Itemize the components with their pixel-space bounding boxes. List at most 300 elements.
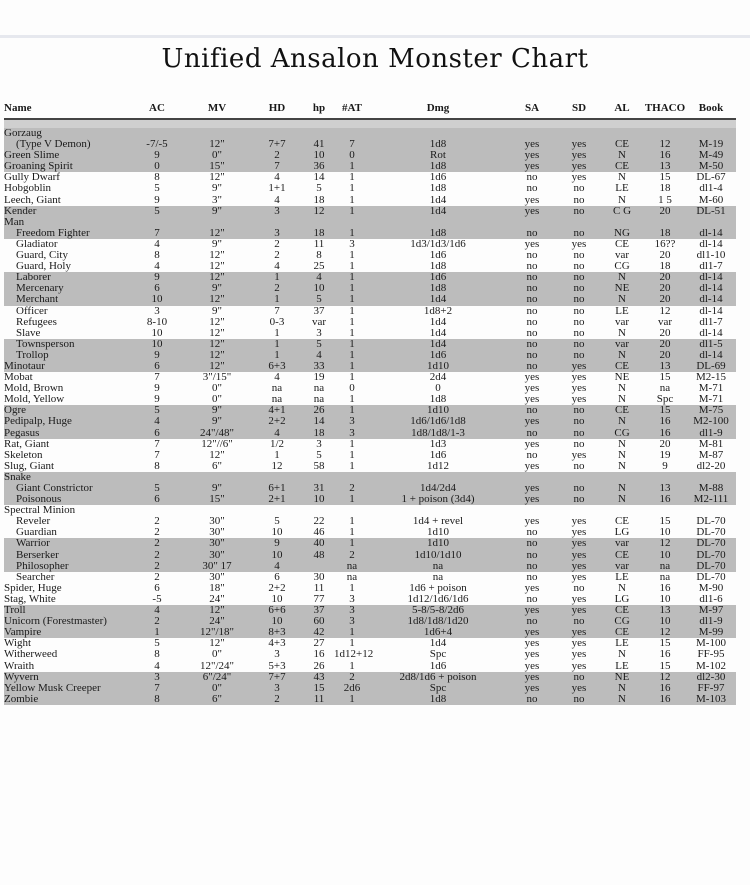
cell-mv: 12" — [209, 637, 225, 650]
cell-hd: 3 — [274, 648, 280, 661]
cell-dmg: 1d8 — [429, 182, 447, 195]
monster-name: Philosopher — [4, 561, 130, 572]
column-header-hp: hp — [304, 101, 334, 119]
cell-sa: yes — [524, 393, 540, 406]
cell-at: 1 — [349, 459, 355, 472]
cell-hp: 16 — [313, 648, 325, 661]
column-header-sa: SA — [506, 101, 558, 119]
cell-hp: 42 — [304, 627, 334, 638]
cell-mv: 9" — [212, 304, 222, 317]
cell-hd: 1/2 — [269, 437, 285, 450]
cell-sd: yes — [558, 139, 600, 150]
monster-name: Laborer — [4, 272, 130, 283]
cell-hd: 4 — [274, 193, 280, 206]
cell-book: DL-67 — [696, 171, 726, 184]
cell-ac: 7 — [130, 683, 184, 694]
cell-sd: no — [558, 228, 600, 239]
cell-al: N — [600, 694, 644, 705]
cell-thaco: 15 — [659, 515, 671, 528]
cell-dmg: 1d8 — [370, 228, 506, 239]
cell-hp: 26 — [313, 659, 325, 672]
cell-hd: 8+3 — [250, 627, 304, 638]
cell-sa: yes — [506, 672, 558, 683]
table-row — [4, 461, 736, 472]
cell-thaco: var — [657, 315, 673, 328]
cell-hd: 1 — [250, 294, 304, 305]
cell-sa: yes — [506, 150, 558, 161]
cell-mv: 18" — [209, 581, 225, 594]
table-row — [4, 483, 736, 494]
top-divider — [0, 35, 750, 38]
cell-sa: no — [526, 260, 538, 273]
cell-sd: no — [573, 260, 585, 273]
cell-thaco: 20 — [644, 272, 686, 283]
cell-book: M-90 — [698, 581, 724, 594]
cell-dmg: Spc — [429, 648, 447, 661]
cell-sd: yes — [571, 637, 587, 650]
cell-sa: yes — [506, 483, 558, 494]
cell-ac: 7 — [130, 228, 184, 239]
cell-ac: 1 — [130, 627, 184, 638]
cell-hd: 9 — [250, 538, 304, 549]
cell-sa: yes — [506, 494, 558, 505]
cell-sd: no — [558, 416, 600, 427]
cell-sd: no — [558, 272, 600, 283]
cell-ac: 10 — [130, 294, 184, 305]
monster-name: Guard, City — [16, 249, 68, 262]
cell-sa: no — [506, 350, 558, 361]
cell-sa: no — [506, 228, 558, 239]
monster-name: Kender — [4, 206, 130, 217]
cell-sd: yes — [571, 648, 587, 661]
cell-ac: 4 — [130, 605, 184, 616]
cell-al: LE — [615, 570, 629, 583]
cell-book: DL-70 — [686, 561, 736, 572]
cell-sa: yes — [524, 382, 540, 395]
cell-hd: 10 — [250, 616, 304, 627]
cell-hp: 25 — [313, 260, 325, 273]
cell-mv: 12" — [184, 139, 250, 150]
cell-at: 1 — [334, 339, 370, 350]
column-header-name: Name — [4, 101, 130, 119]
cell-al: N — [600, 294, 644, 305]
monster-name: Searcher — [16, 570, 55, 583]
cell-hd: 1 — [274, 448, 280, 461]
cell-hp: 27 — [313, 637, 325, 650]
cell-sd: no — [573, 315, 585, 328]
cell-at: 1 — [334, 228, 370, 239]
table-row — [4, 383, 736, 394]
cell-hp: 12 — [304, 206, 334, 217]
cell-al: LG — [614, 526, 630, 539]
monster-name: Leech, Giant — [4, 193, 61, 206]
cell-at: 1 — [349, 637, 355, 650]
cell-dmg: 1d10 — [370, 538, 506, 549]
cell-sa: no — [506, 283, 558, 294]
cell-sd: no — [558, 206, 600, 217]
cell-sd: yes — [558, 538, 600, 549]
cell-al: CE — [600, 361, 644, 372]
cell-hd: 4 — [250, 561, 304, 572]
cell-hd: 1 — [250, 350, 304, 361]
cell-mv: 9" — [184, 283, 250, 294]
monster-name: Mercenary — [4, 283, 130, 294]
cell-book: dl1-10 — [696, 249, 726, 262]
cell-dmg: 1d6 — [429, 448, 447, 461]
cell-thaco: 20 — [644, 339, 686, 350]
cell-book: DL-70 — [686, 538, 736, 549]
cell-sa: yes — [506, 139, 558, 150]
cell-hp: 4 — [304, 272, 334, 283]
monster-name: Slave — [16, 326, 41, 339]
cell-dmg: 1d4 — [429, 193, 447, 206]
cell-mv: 30" — [184, 538, 250, 549]
monster-name: Spectral Minion — [4, 504, 76, 517]
cell-sa: no — [526, 315, 538, 328]
cell-hp: var — [311, 315, 327, 328]
cell-hd: 2 — [250, 150, 304, 161]
cell-hp: 37 — [313, 304, 325, 317]
column-header-sd: SD — [558, 101, 600, 119]
cell-ac: 3 — [130, 672, 184, 683]
monster-name: Green Slime — [4, 150, 130, 161]
cell-dmg: 1d12 — [427, 459, 449, 472]
cell-at: 1 — [334, 206, 370, 217]
table-row — [4, 550, 736, 561]
monster-name: Freedom Fighter — [4, 228, 130, 239]
cell-ac: 10 — [130, 339, 184, 350]
cell-hd: 5+3 — [268, 659, 286, 672]
cell-sa: no — [526, 304, 538, 317]
cell-book: dl1-7 — [699, 260, 723, 273]
cell-book: dl-14 — [686, 228, 736, 239]
cell-sd: yes — [558, 683, 600, 694]
table-row — [4, 428, 736, 439]
cell-sa: yes — [524, 648, 540, 661]
cell-ac: 5 — [130, 206, 184, 217]
monster-name: Witherweed — [4, 648, 58, 661]
table-row — [4, 206, 736, 217]
cell-al: C G — [600, 206, 644, 217]
cell-hp: 11 — [313, 237, 325, 250]
monster-name: Gully Dwarf — [4, 171, 60, 184]
cell-sd: no — [573, 193, 585, 206]
cell-mv: 30" — [209, 570, 225, 583]
cell-sa: no — [526, 249, 538, 262]
cell-sd: no — [558, 350, 600, 361]
cell-al: LG — [614, 592, 630, 605]
cell-thaco: 16?? — [654, 237, 676, 250]
table-row — [4, 161, 736, 172]
cell-al: N — [618, 193, 626, 206]
cell-hd: 3 — [250, 683, 304, 694]
cell-book: DL-69 — [686, 361, 736, 372]
cell-al: N — [600, 494, 644, 505]
cell-dmg: 1d8 — [370, 283, 506, 294]
cell-sd: yes — [558, 150, 600, 161]
cell-sa: no — [526, 171, 538, 184]
cell-ac: 8 — [130, 694, 184, 705]
cell-mv: 12" — [209, 171, 225, 184]
cell-at: 1 — [334, 627, 370, 638]
cell-hd: 2 — [274, 237, 280, 250]
cell-sd: yes — [571, 526, 587, 539]
cell-at: 1 — [349, 171, 355, 184]
cell-hp: 31 — [304, 483, 334, 494]
cell-hp: 30 — [313, 570, 325, 583]
cell-hd: 2+2 — [268, 581, 286, 594]
cell-dmg: 1d8+2 — [423, 304, 453, 317]
cell-book: M-103 — [686, 694, 736, 705]
cell-sa: no — [506, 339, 558, 350]
cell-ac: 5 — [130, 483, 184, 494]
cell-al: N — [600, 483, 644, 494]
cell-book: M-60 — [698, 193, 724, 206]
column-header-mv: MV — [184, 101, 250, 119]
cell-book: DL-51 — [686, 206, 736, 217]
cell-mv: 12"/24" — [199, 659, 235, 672]
cell-mv: 30" — [184, 550, 250, 561]
cell-hd: 4 — [274, 171, 280, 184]
cell-book: M2-100 — [686, 416, 736, 427]
cell-hp: 5 — [316, 448, 322, 461]
cell-at: 2d6 — [334, 683, 370, 694]
cell-ac: 2 — [130, 538, 184, 549]
cell-thaco: 16 — [644, 694, 686, 705]
table-row — [4, 661, 736, 672]
cell-thaco: 13 — [644, 361, 686, 372]
cell-al: var — [614, 315, 630, 328]
cell-ac: -7/-5 — [130, 139, 184, 150]
cell-al: NG — [600, 228, 644, 239]
cell-sa: no — [506, 616, 558, 627]
cell-al: N — [618, 648, 626, 661]
cell-at: 1 — [349, 659, 355, 672]
cell-mv: 3" — [212, 193, 222, 206]
table-row — [4, 494, 736, 505]
cell-ac: 8 — [154, 648, 160, 661]
cell-at: 1 — [334, 538, 370, 549]
cell-dmg: 1d8/1d8/1d20 — [370, 616, 506, 627]
cell-thaco: 20 — [644, 283, 686, 294]
cell-thaco: 20 — [644, 294, 686, 305]
cell-thaco: 20 — [644, 206, 686, 217]
cell-al: var — [600, 538, 644, 549]
cell-hp: 15 — [304, 683, 334, 694]
cell-sa: no — [506, 272, 558, 283]
cell-ac: 8 — [154, 459, 160, 472]
cell-al: N — [618, 382, 626, 395]
cell-mv: 12" — [184, 272, 250, 283]
cell-book: M-71 — [698, 393, 724, 406]
cell-al: CG — [600, 616, 644, 627]
cell-hp: 18 — [313, 193, 325, 206]
cell-al: CG — [614, 260, 630, 273]
table-row — [4, 283, 736, 294]
cell-al: CE — [600, 627, 644, 638]
cell-sd: no — [573, 249, 585, 262]
spacer-row — [4, 119, 736, 128]
cell-dmg: 1d6 — [429, 659, 447, 672]
cell-dmg: 1d3 — [429, 437, 447, 450]
cell-al: N — [618, 448, 626, 461]
cell-hd: 10 — [271, 526, 283, 539]
cell-ac: 8 — [154, 249, 160, 262]
cell-mv: 9" — [212, 182, 222, 195]
table-body — [4, 119, 736, 705]
cell-at: 1 — [349, 515, 355, 528]
cell-dmg: 1d4 — [429, 326, 447, 339]
cell-thaco: 12 — [644, 672, 686, 683]
cell-dmg: na — [432, 570, 444, 583]
cell-mv: 12" — [209, 315, 225, 328]
cell-sa: yes — [524, 637, 540, 650]
monster-table — [4, 101, 736, 705]
cell-book: DL-70 — [696, 526, 726, 539]
cell-al: N — [618, 171, 626, 184]
cell-thaco: 18 — [659, 260, 671, 273]
cell-thaco: 12 — [644, 627, 686, 638]
cell-thaco: 15 — [644, 405, 686, 416]
cell-dmg: 1d8 — [370, 694, 506, 705]
monster-name: Pedipalp, Huge — [4, 416, 130, 427]
cell-book: DL-70 — [696, 515, 726, 528]
cell-sd: yes — [571, 515, 587, 528]
cell-ac: 2 — [154, 526, 160, 539]
cell-al: N — [618, 326, 626, 339]
cell-dmg: 1d6 — [370, 272, 506, 283]
cell-hp: 33 — [304, 361, 334, 372]
cell-hd: 3 — [250, 228, 304, 239]
cell-al: NE — [614, 371, 630, 384]
cell-book: M-50 — [686, 161, 736, 172]
cell-at: 1 — [349, 182, 355, 195]
cell-sa: yes — [506, 683, 558, 694]
cell-sa: no — [506, 405, 558, 416]
cell-hp: 40 — [304, 538, 334, 549]
column-header-book: Book — [686, 101, 736, 119]
cell-book: dl1-5 — [686, 339, 736, 350]
monster-name: Snake — [4, 472, 130, 483]
cell-hd: 12 — [271, 459, 283, 472]
monster-name: Berserker — [4, 550, 130, 561]
cell-thaco: 16 — [659, 581, 671, 594]
cell-al: N — [600, 350, 644, 361]
cell-book: FF-97 — [686, 683, 736, 694]
cell-book: M-71 — [698, 382, 724, 395]
cell-hd: 4 — [250, 428, 304, 439]
cell-hp: 10 — [304, 494, 334, 505]
cell-al: N — [618, 459, 626, 472]
table-row — [4, 694, 736, 705]
table-row — [4, 683, 736, 694]
cell-book: M-87 — [698, 448, 724, 461]
cell-mv: 30" — [209, 526, 225, 539]
cell-sa: yes — [524, 371, 540, 384]
cell-sa: yes — [524, 515, 540, 528]
cell-ac: 9 — [130, 350, 184, 361]
table-row — [4, 317, 736, 328]
cell-at: 1 — [334, 494, 370, 505]
cell-mv: 0" — [184, 683, 250, 694]
cell-hp: 10 — [304, 283, 334, 294]
cell-thaco: 13 — [644, 605, 686, 616]
table-row — [4, 538, 736, 549]
cell-hp: 26 — [304, 405, 334, 416]
cell-dmg: 1d6 — [429, 249, 447, 262]
monster-name: Skeleton — [4, 448, 43, 461]
cell-thaco: 19 — [659, 448, 671, 461]
cell-al: N — [600, 683, 644, 694]
cell-hd: 2 — [274, 249, 280, 262]
cell-mv: 0" — [212, 393, 222, 406]
cell-mv: 12" — [184, 339, 250, 350]
cell-sd: no — [573, 182, 585, 195]
cell-sa: yes — [524, 193, 540, 206]
cell-dmg: 1d8 — [370, 161, 506, 172]
cell-hd: 5 — [274, 515, 280, 528]
cell-at: 1 — [334, 283, 370, 294]
cell-sd: yes — [571, 570, 587, 583]
cell-hd: 7+7 — [250, 139, 304, 150]
monster-name: Warrior — [4, 538, 130, 549]
cell-hd: 2 — [250, 283, 304, 294]
cell-book: DL-70 — [686, 550, 736, 561]
cell-at: 1 — [349, 526, 355, 539]
cell-thaco: 16 — [644, 416, 686, 427]
cell-dmg: 1d12/1d6/1d6 — [407, 592, 469, 605]
cell-mv: 15" — [184, 161, 250, 172]
cell-at: 1 — [334, 405, 370, 416]
cell-hd: 2 — [250, 694, 304, 705]
table-row — [4, 261, 736, 272]
cell-ac: 6 — [130, 283, 184, 294]
table-row — [4, 649, 736, 660]
cell-sa: no — [506, 428, 558, 439]
cell-ac: 7 — [154, 437, 160, 450]
cell-at: na — [334, 561, 370, 572]
cell-hp: 14 — [304, 416, 334, 427]
cell-al: LE — [615, 637, 629, 650]
cell-book: M-100 — [696, 637, 726, 650]
cell-at: 1 — [334, 350, 370, 361]
cell-hd: 7+7 — [250, 672, 304, 683]
cell-al: N — [618, 581, 626, 594]
table-header — [4, 101, 736, 119]
cell-al: var — [600, 561, 644, 572]
table-row — [4, 294, 736, 305]
cell-book: M-99 — [686, 627, 736, 638]
monster-name: (Type V Demon) — [4, 139, 130, 150]
cell-hd: 6+3 — [250, 361, 304, 372]
monster-name: Gorzaug — [4, 128, 130, 139]
cell-dmg: 1d4 — [370, 294, 506, 305]
cell-ac: -5 — [152, 592, 162, 605]
cell-hp: 43 — [304, 672, 334, 683]
cell-thaco: 9 — [662, 459, 668, 472]
cell-sd: no — [558, 428, 600, 439]
table-row — [4, 183, 736, 194]
cell-book: DL-70 — [696, 570, 726, 583]
cell-al: CE — [600, 139, 644, 150]
cell-book: FF-95 — [697, 648, 725, 661]
cell-at: 3 — [334, 605, 370, 616]
cell-al: CE — [600, 605, 644, 616]
cell-al: NE — [600, 672, 644, 683]
cell-al: CE — [600, 405, 644, 416]
table-row — [4, 306, 736, 317]
cell-hd: na — [271, 393, 283, 406]
